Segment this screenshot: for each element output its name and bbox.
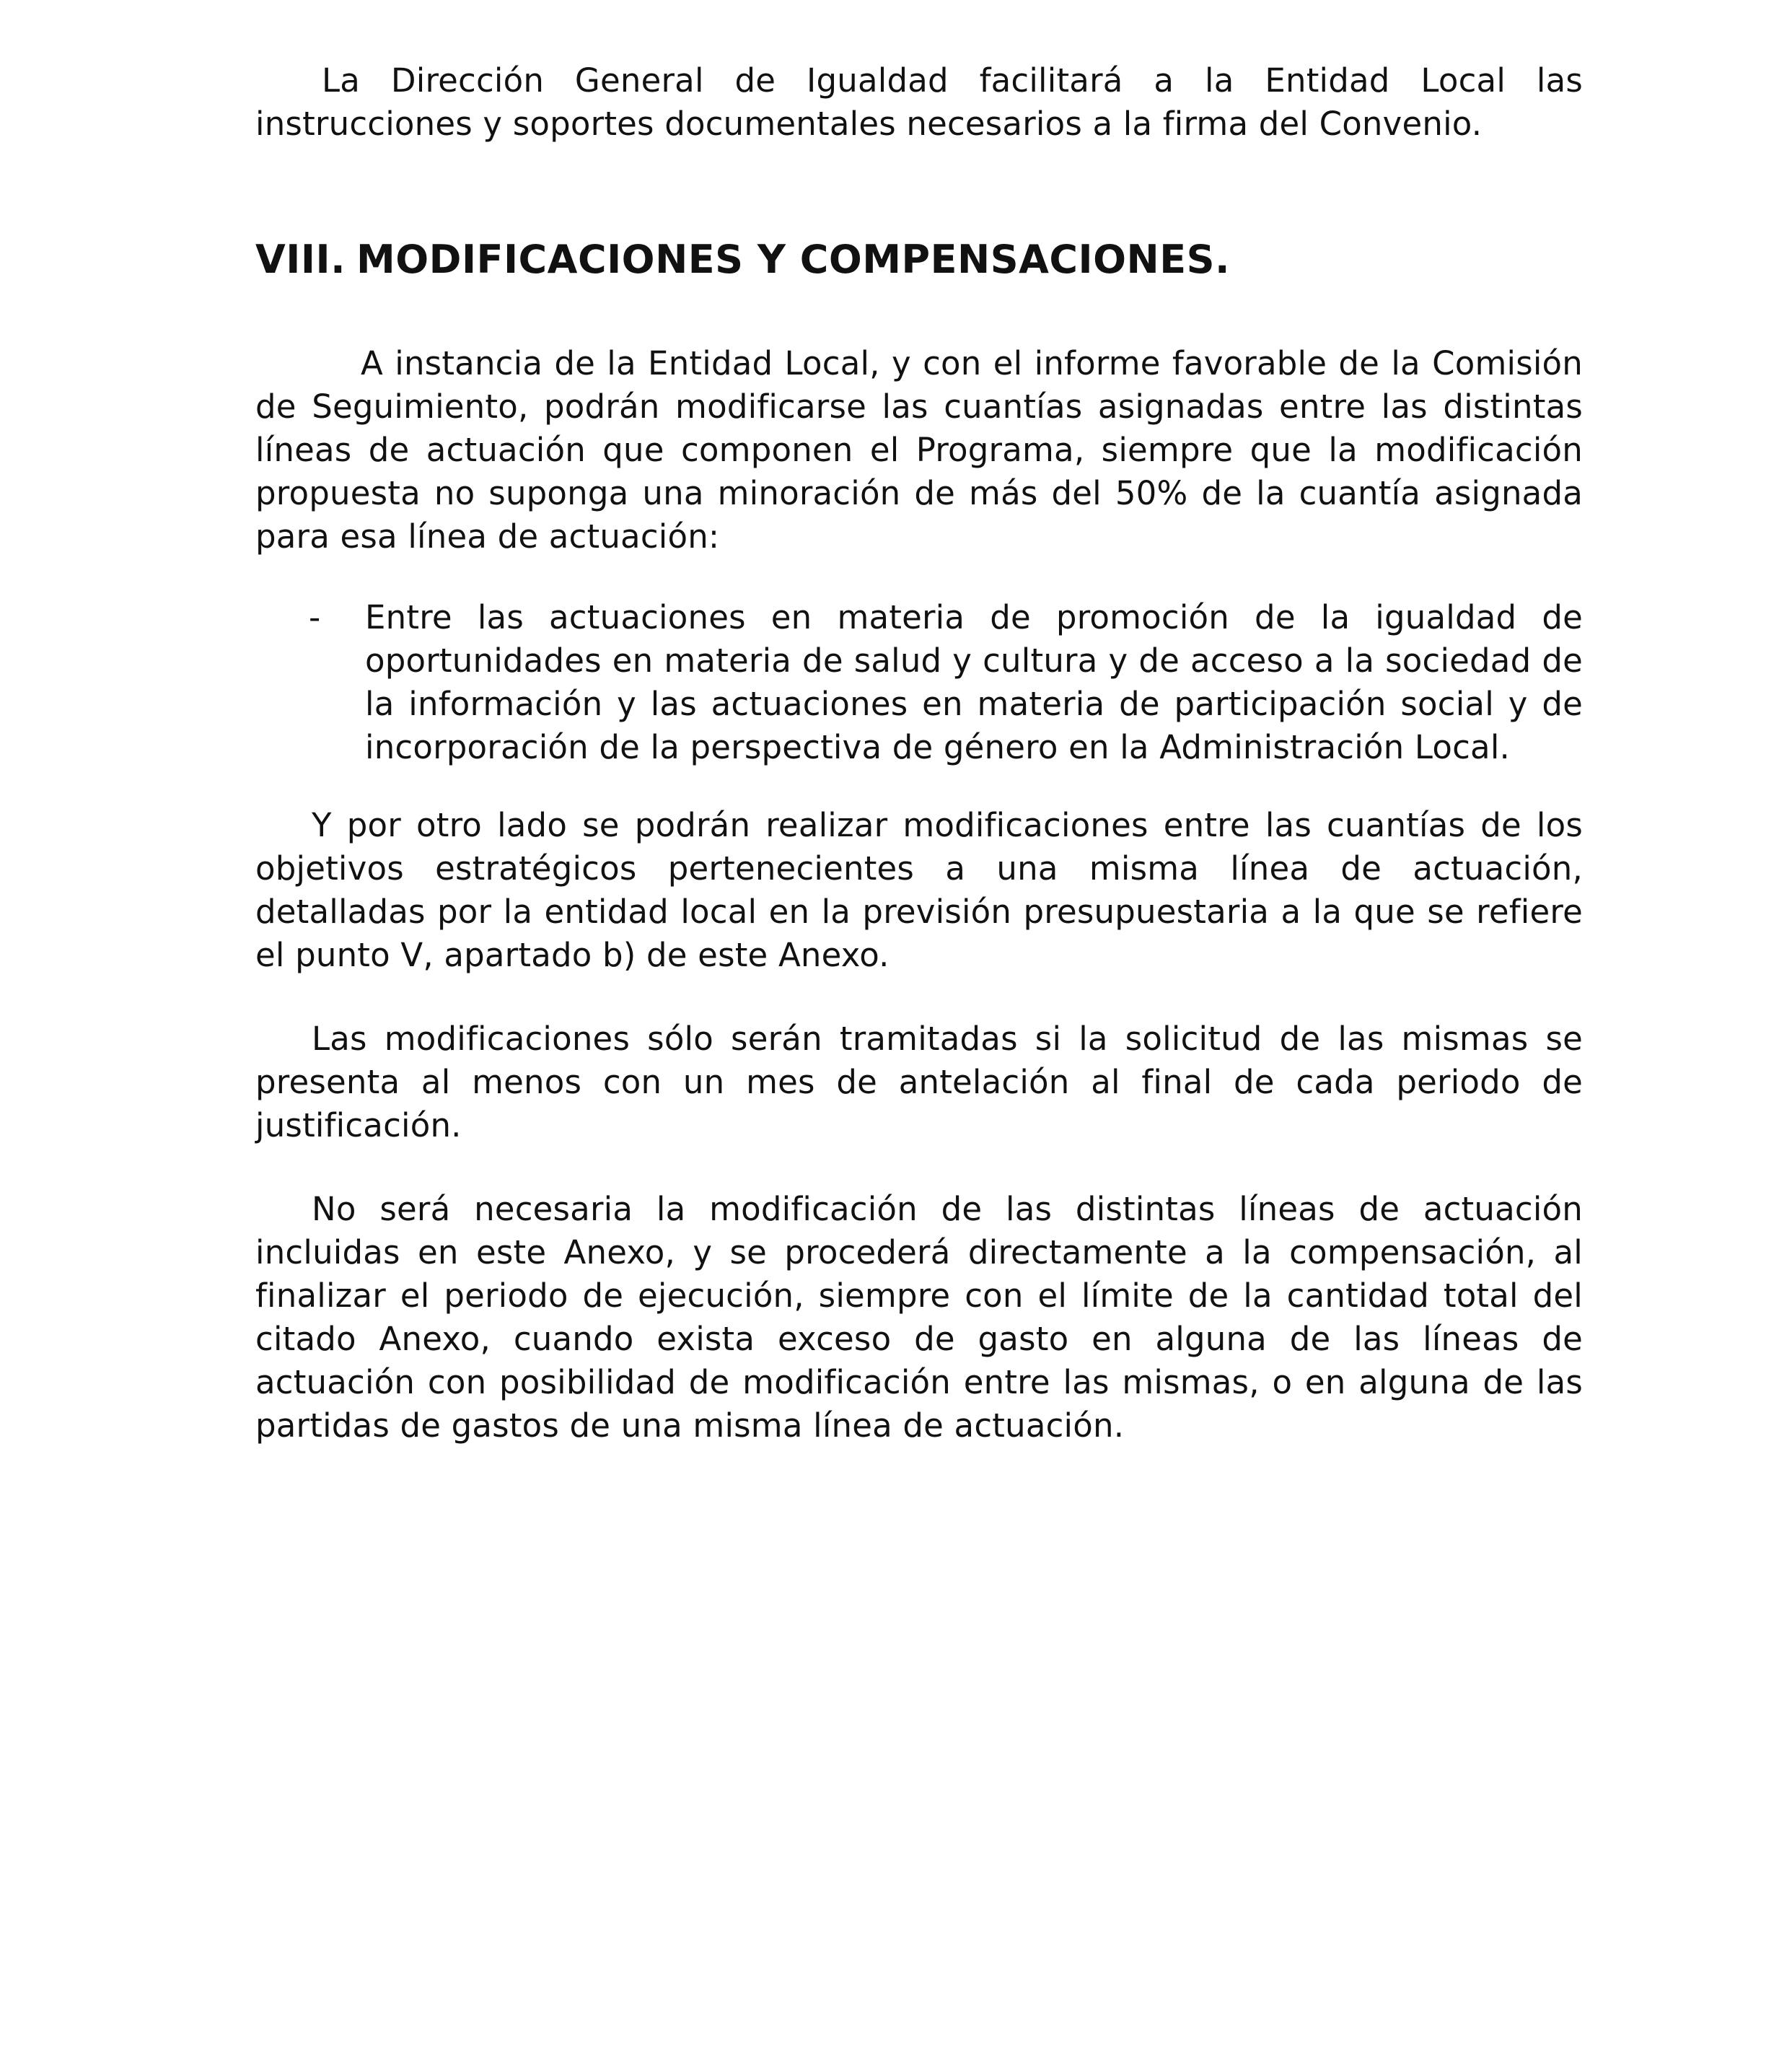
paragraph-strategic-objectives: Y por otro lado se podrán realizar modificaciones entre las cuantías de los objetivos estratégicos pertenecientes a una misma línea de actuación, detalladas por la entidad local en la previsión presupuestaria a la que se refiere el punto V, apartado b) de este Anexo. (255, 806, 1583, 974)
document-page (255, 59, 1583, 1448)
section-number: VIII. (255, 237, 346, 282)
intro-paragraph: La Dirección General de Igualdad facilitará a la Entidad Local las instrucciones y soportes documentales necesarios a la firma del Convenio. (255, 61, 1583, 143)
list-dash-marker: - (309, 598, 321, 636)
paragraph-compensation: No será necesaria la modificación de las distintas líneas de actuación incluidas en este Anexo, y se procederá directamente a la compensación, al finalizar el periodo de ejecución, siempre con el límite de la cantidad total del citado Anexo, cuando exista exceso de gasto en alguna de las líneas de actuación con posibilidad de modificación entre las mismas, o en alguna de las partidas de gastos de una misma línea de actuación. (255, 1190, 1583, 1445)
section-heading (255, 237, 1583, 283)
bullet-list (255, 596, 1583, 769)
list-item: Entre las actuaciones en materia de promoción de la igualdad de oportunidades en materia de salud y cultura y de acceso a la sociedad de la información y las actuaciones en materia de participación social y de incorporación de la perspectiva de género en la Administración Local. (365, 598, 1583, 766)
paragraph-modification-rule: A instancia de la Entidad Local, y con el informe favorable de la Comisión de Seguimiento, podrán modificarse las cuantías asignadas entre las distintas líneas de actuación que componen el Programa, siempre que la modificación propuesta no suponga una minoración de más del 50% de la cuantía asignada para esa línea de actuación: (255, 344, 1583, 556)
paragraph-processing-deadline: Las modificaciones sólo serán tramitadas si la solicitud de las mismas se presenta al menos con un mes de antelación al final de cada periodo de justificación. (255, 1020, 1583, 1144)
section-title: MODIFICACIONES Y COMPENSACIONES. (356, 237, 1230, 282)
